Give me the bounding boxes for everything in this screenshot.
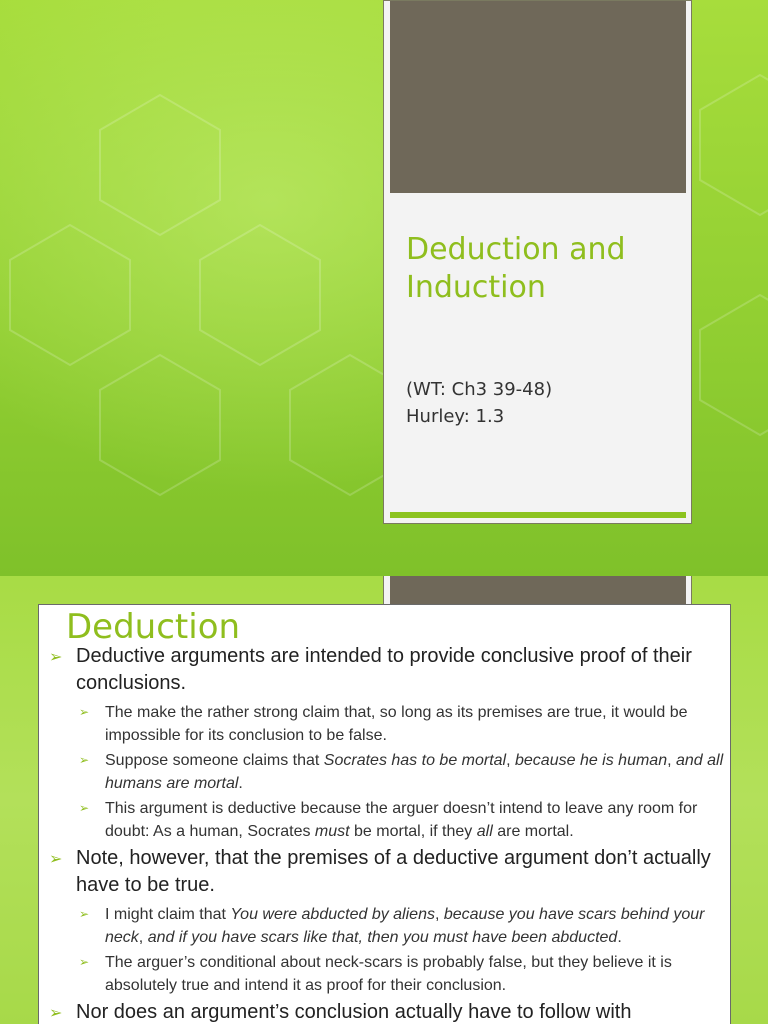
sub-bullet-arrow-icon: ➢ <box>79 705 90 719</box>
slide-heading: Deduction <box>66 607 241 647</box>
title-image <box>390 1 686 193</box>
content-slide <box>0 576 768 1024</box>
sub-bullet-text: be mortal, if they <box>349 823 477 840</box>
sub-bullet-item <box>39 951 732 997</box>
sub-bullet-text: all <box>476 823 493 840</box>
sub-bullet-arrow-icon: ➢ <box>79 907 90 921</box>
bullet-arrow-icon: ➢ <box>49 649 63 666</box>
sub-bullet-arrow-icon: ➢ <box>79 753 90 767</box>
sub-bullet-text: , <box>434 906 444 923</box>
sub-bullet-text: and all humans are mortal <box>105 752 724 792</box>
bullet-arrow-icon: ➢ <box>49 851 63 868</box>
sub-bullet-text: Suppose someone claims that <box>105 752 324 769</box>
content-panel <box>38 604 731 1024</box>
bullet-item <box>39 999 732 1024</box>
sub-bullet-item <box>39 749 732 795</box>
sub-bullet-text: This argument is deductive because the arguer doesn’t intend to leave any room for doubt: As a human, Socrates <box>105 800 698 840</box>
sub-bullet-text: , <box>506 752 515 769</box>
sub-bullet-text: Socrates has to be mortal <box>323 752 507 769</box>
bullet-text: Nor does an argument’s conclusion actually have to follow with <box>76 1001 632 1023</box>
sub-bullet-text: because you have scars behind your neck <box>105 906 705 946</box>
sub-bullet-arrow-icon: ➢ <box>79 955 90 969</box>
sub-bullet-item <box>39 797 732 843</box>
sub-bullet-text: , <box>667 752 676 769</box>
bullet-item <box>39 643 732 697</box>
bullet-text: Note, however, that the premises of a deductive argument don’t actually have to be true. <box>76 847 711 896</box>
bullet-item <box>39 845 732 899</box>
sub-bullet-text: , <box>138 929 148 946</box>
sub-bullet-text: The make the rather strong claim that, so long as its premises are true, it would be impossible for its conclusion to be false. <box>105 704 688 744</box>
title-card <box>383 0 692 524</box>
sub-bullet-text: . <box>238 775 243 792</box>
bullet-text: Deductive arguments are intended to provide conclusive proof of their conclusions. <box>76 645 692 694</box>
sub-bullet-text: . <box>617 929 622 946</box>
sub-bullet-item <box>39 903 732 949</box>
sub-bullet-text: You were abducted by aliens <box>230 906 435 923</box>
bullet-arrow-icon: ➢ <box>49 1005 63 1022</box>
subtitle-line-1: (WT: Ch3 39-48) <box>406 379 553 400</box>
sub-bullet-text: must <box>314 823 350 840</box>
sub-bullet-text: are mortal. <box>492 823 574 840</box>
bullet-list <box>39 643 732 1024</box>
sub-bullet-item <box>39 701 732 747</box>
slide-subtitle <box>406 376 552 430</box>
sub-bullet-text: The arguer’s conditional about neck-scars is probably false, but they believe it is absolutely true and intend it as proof for their conclusion. <box>105 954 672 994</box>
sub-bullet-text: I might claim that <box>105 906 231 923</box>
sub-bullet-arrow-icon: ➢ <box>79 801 90 815</box>
slide-title: Deduction and Induction <box>406 232 626 305</box>
sub-bullet-text: and if you have scars like that, then you must have been abducted <box>147 929 618 946</box>
sub-bullet-text: because he is human <box>515 752 668 769</box>
subtitle-line-2: Hurley: 1.3 <box>406 406 505 427</box>
accent-bar <box>390 512 686 518</box>
